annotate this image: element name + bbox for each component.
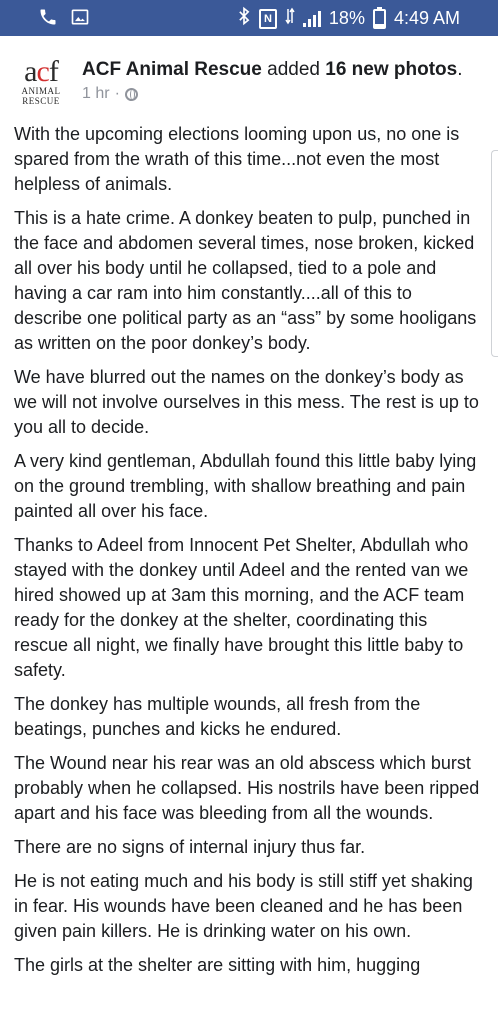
post-paragraph: The girls at the shelter are sitting with him, hugging xyxy=(14,955,421,975)
battery-icon xyxy=(373,9,386,29)
post-paragraph: A very kind gentleman, Abdullah found this little baby lying on the ground trembling, with shallow breathing and pain painted all over his face. xyxy=(14,451,477,521)
page-name-link[interactable]: ACF Animal Rescue xyxy=(82,59,262,80)
action-text: added xyxy=(267,59,320,80)
post-paragraph: There are no signs of internal injury thus far. xyxy=(14,837,366,857)
post-paragraph: We have blurred out the names on the donkey’s body as we will not involve ourselves in this mess. The rest is up to you all to decide. xyxy=(14,367,479,437)
post-meta xyxy=(82,85,138,103)
globe-icon xyxy=(125,88,138,101)
post-paragraph: The donkey has multiple wounds, all fresh from the beatings, punches and kicks he endured. xyxy=(14,694,421,739)
phone-icon xyxy=(38,7,58,32)
meta-separator: · xyxy=(114,85,120,102)
data-icon xyxy=(285,7,295,30)
post-paragraph: He is not eating much and his body is still stiff yet shaking in fear. His wounds have been cleaned and he has been given pain killers. He is drinking water on his own. xyxy=(14,871,473,941)
bluetooth-icon xyxy=(237,6,251,31)
action-period: . xyxy=(457,59,463,80)
post-paragraph: The Wound near his rear was an old abscess which burst probably when he collapsed. His nostrils have been ripped apart and his face was bleeding from all the wounds. xyxy=(14,753,480,823)
post-body xyxy=(14,122,484,987)
logo-line-2: RESCUE xyxy=(22,96,60,106)
photos-count-link[interactable]: 16 new photos xyxy=(325,59,458,80)
post-paragraph: Thanks to Adeel from Innocent Pet Shelter, Abdullah who stayed with the donkey until Adeel and the rented van we hired showed up at 3am this morning, and the ACF team ready for the donkey at the shelter, coordinating this rescue all night, we finally have brought this little baby to safety. xyxy=(14,535,469,680)
post-header xyxy=(0,52,498,116)
image-icon xyxy=(70,7,90,32)
status-bar xyxy=(0,0,498,36)
logo-line-1: ANIMAL xyxy=(21,86,61,96)
clock: 4:49 AM xyxy=(393,8,460,28)
nfc-icon: N xyxy=(259,9,277,29)
post-paragraph: This is a hate crime. A donkey beaten to pulp, punched in the face and abdomen several times, nose broken, kicked all over his body until he collapsed, tied to a pole and having a car ram into him constantly....all of this to describe one political party as an “ass” by some hooligans as written on the poor donkey’s body. xyxy=(14,208,477,353)
status-right-icons xyxy=(237,6,460,31)
page-avatar[interactable] xyxy=(16,55,66,114)
signal-icon xyxy=(303,11,321,27)
logo-wordmark: acf xyxy=(24,55,58,88)
scrollbar[interactable] xyxy=(491,150,498,357)
post-headline xyxy=(82,58,463,82)
post-paragraph: With the upcoming elections looming upon us, no one is spared from the wrath of this time...not even the most helpless of animals. xyxy=(14,124,460,194)
status-left-icons xyxy=(38,7,90,32)
battery-percent: 18% xyxy=(328,8,365,28)
post-timestamp[interactable]: 1 hr xyxy=(82,85,110,102)
